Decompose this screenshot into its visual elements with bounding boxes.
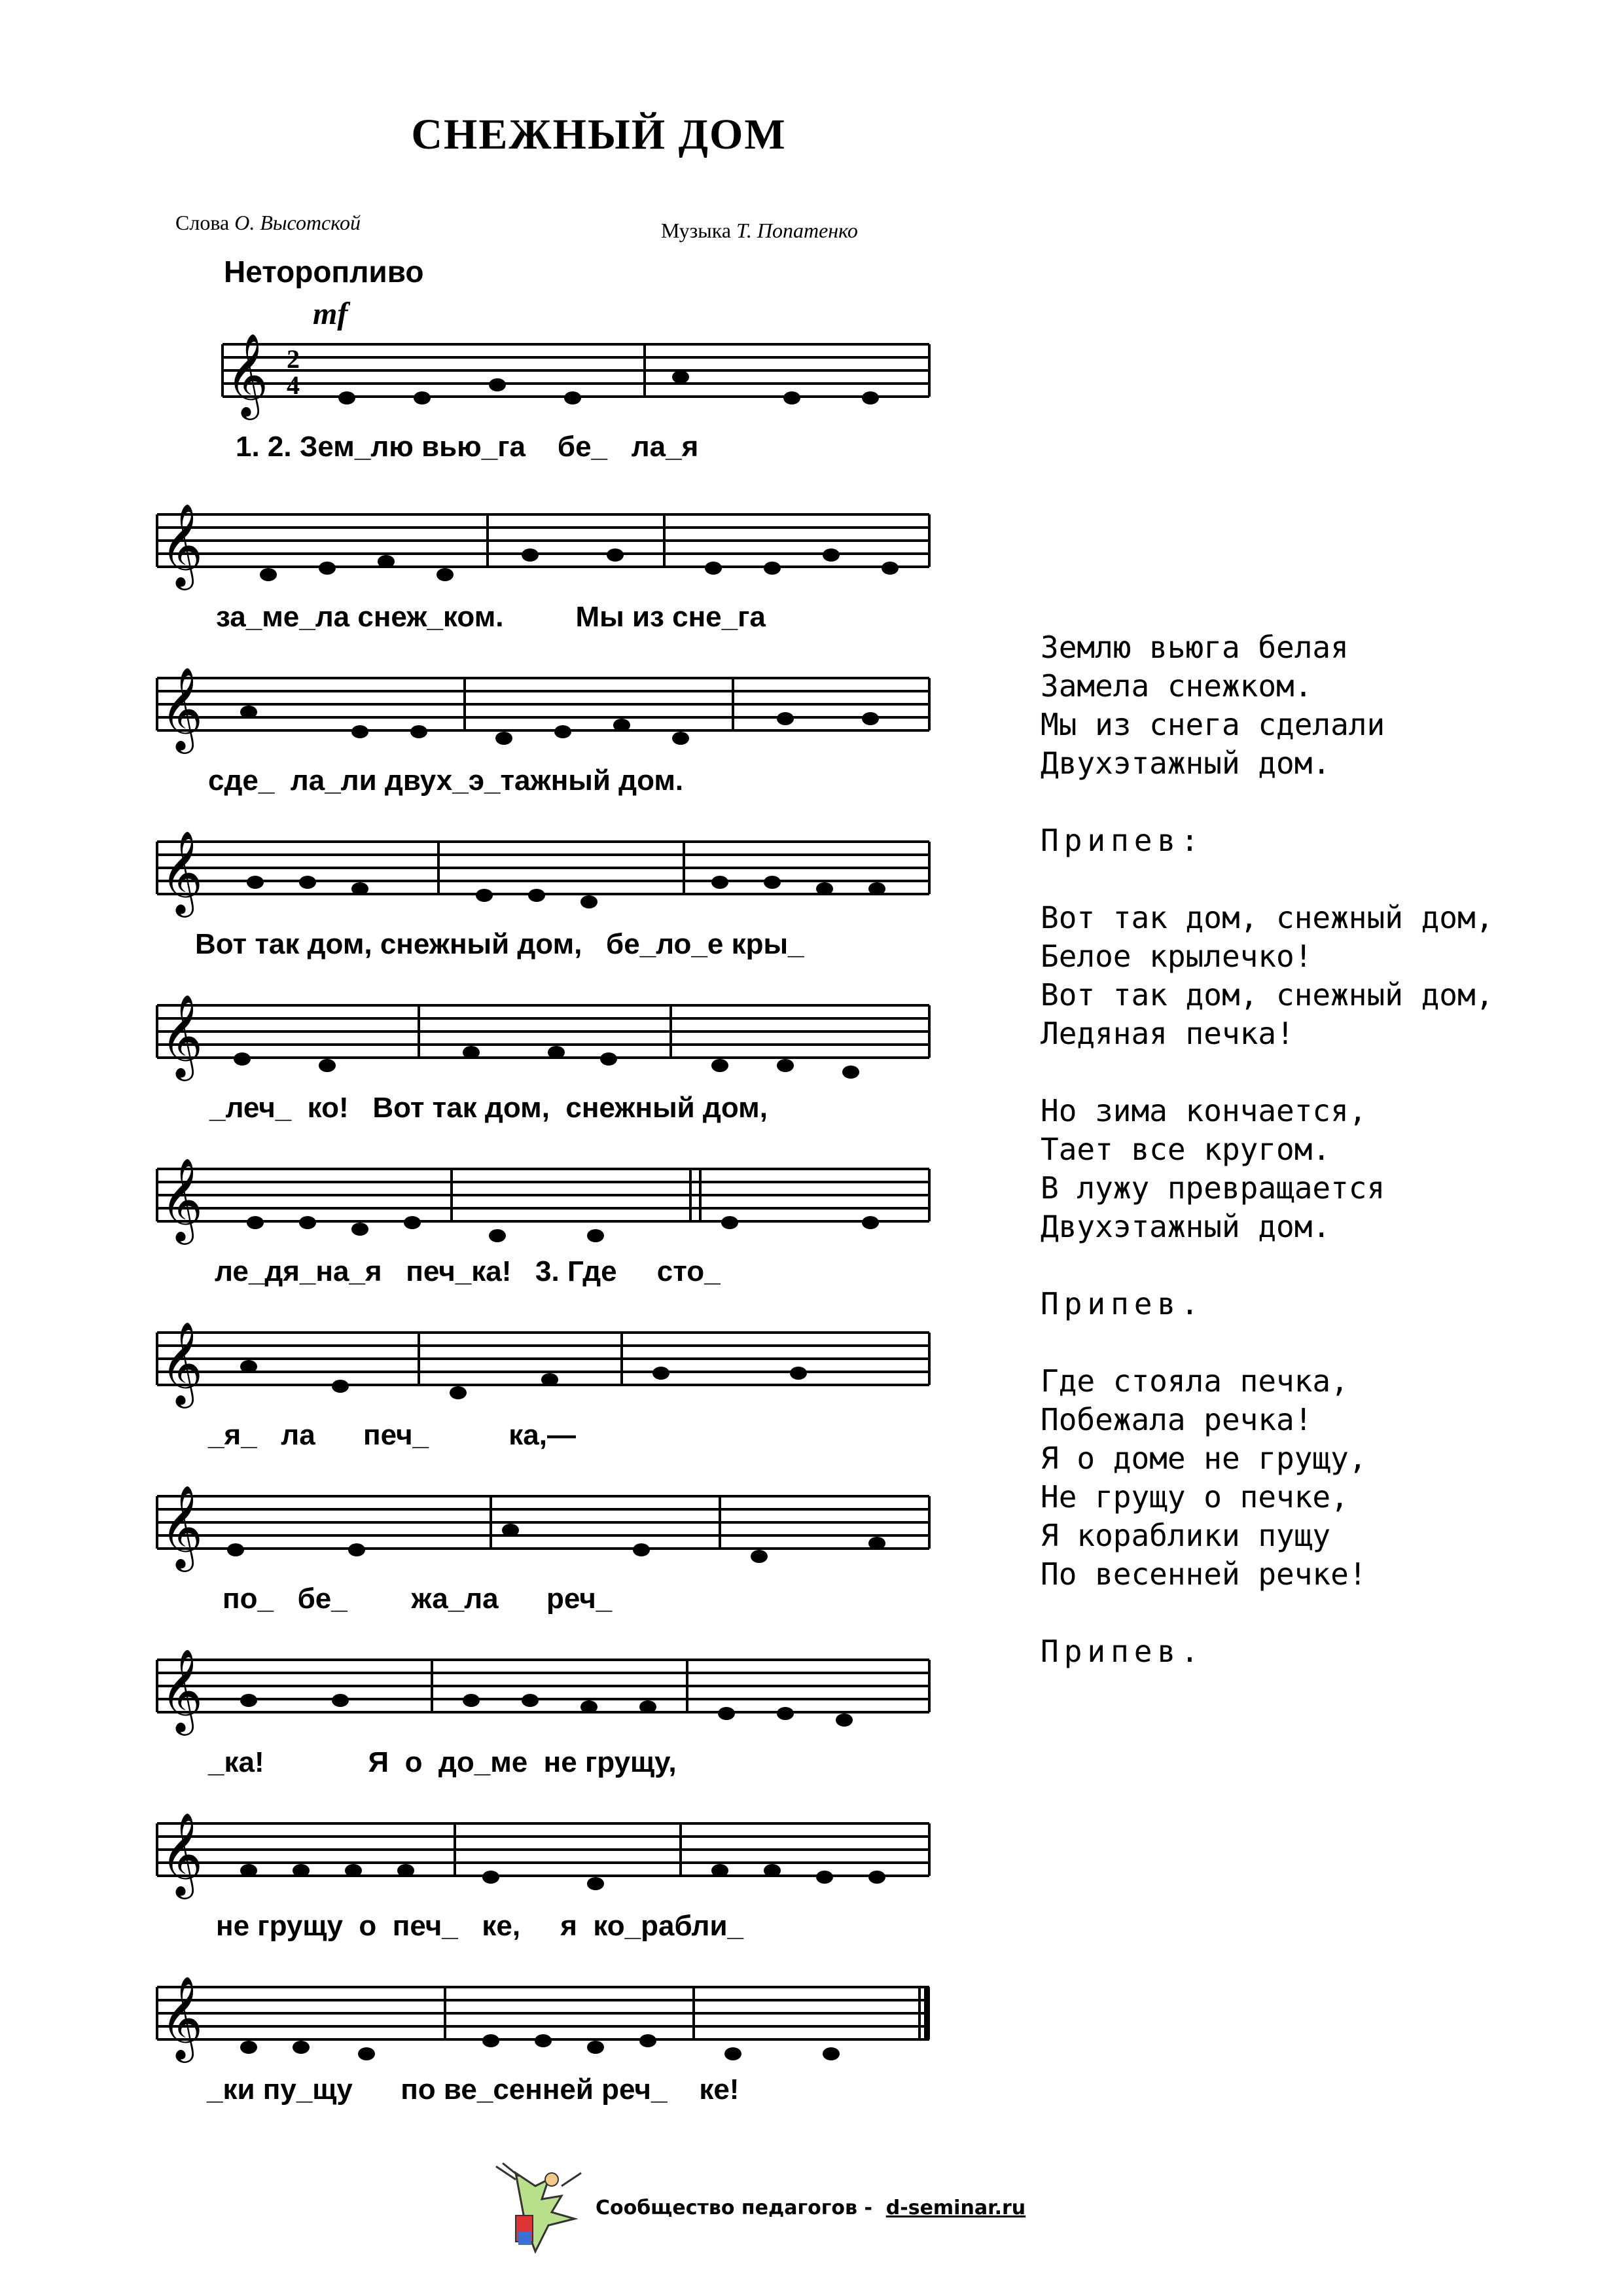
composer-prefix: Музыка bbox=[661, 219, 732, 242]
lyricist-prefix: Слова bbox=[175, 211, 230, 234]
footer-link[interactable]: d-seminar.ru bbox=[885, 2197, 1026, 2219]
verse-line: Я кораблики пущу bbox=[1041, 1518, 1331, 1553]
music-staff bbox=[144, 1977, 942, 2075]
svg-text:𝄞: 𝄞 bbox=[160, 1484, 204, 1568]
verse-line: Вот так дом, снежный дом, bbox=[1041, 977, 1494, 1013]
verse-line: По весенней речке! bbox=[1041, 1556, 1367, 1592]
svg-text:𝄞: 𝄞 bbox=[160, 503, 204, 586]
svg-text:𝄞: 𝄞 bbox=[160, 1975, 204, 2059]
time-sig-top: 2 bbox=[287, 344, 300, 374]
svg-text:𝄞: 𝄞 bbox=[160, 1157, 204, 1241]
verse-line: Тает все кругом. bbox=[1041, 1132, 1331, 1167]
lyric-line: 1. 2. Зем_лю вью_га бе_ ла_я bbox=[236, 431, 699, 463]
lyric-line: _леч_ ко! Вот так дом, снежный дом, bbox=[209, 1092, 768, 1124]
chorus-label: Припев. bbox=[1041, 1286, 1204, 1321]
footer-caption bbox=[596, 2197, 1026, 2219]
tempo-marking: Неторопливо bbox=[224, 255, 424, 289]
footer-label: Сообщество педагогов - bbox=[596, 2197, 872, 2219]
music-staff bbox=[144, 1649, 942, 1748]
svg-text:𝄞: 𝄞 bbox=[160, 1812, 204, 1895]
verse-line: Побежала речка! bbox=[1041, 1402, 1313, 1437]
verse-line: В лужу превращается bbox=[1041, 1170, 1385, 1206]
composer-credit bbox=[661, 219, 858, 243]
svg-text:𝄞: 𝄞 bbox=[226, 332, 269, 416]
lyric-line: _ки пу_щу по ве_сенней реч_ ке! bbox=[207, 2073, 740, 2106]
svg-text:𝄞: 𝄞 bbox=[160, 666, 204, 750]
lyric-line: за_ме_ла снеж_ком. Мы из сне_га bbox=[216, 601, 766, 633]
verse-stanza bbox=[1041, 628, 1603, 783]
dynamic-marking: mf bbox=[313, 296, 348, 331]
music-staff bbox=[144, 334, 942, 432]
verse-stanza bbox=[1041, 1362, 1603, 1594]
music-staff bbox=[144, 1322, 942, 1420]
music-staff bbox=[144, 1158, 942, 1257]
verses-column bbox=[1041, 628, 1603, 1710]
music-staff bbox=[144, 1486, 942, 1584]
verse-line: Белое крылечко! bbox=[1041, 939, 1313, 974]
verse-line: Но зима кончается, bbox=[1041, 1093, 1367, 1128]
verse-stanza bbox=[1041, 1092, 1603, 1246]
music-staff bbox=[144, 1813, 942, 1911]
music-staff bbox=[144, 504, 942, 602]
chorus-stanza bbox=[1041, 899, 1603, 1053]
svg-text:𝄞: 𝄞 bbox=[160, 994, 204, 1077]
lyric-line: ле_дя_на_я печ_ка! 3. Где сто_ bbox=[215, 1255, 721, 1287]
lyric-line: _я_ ла печ_ ка,— bbox=[208, 1419, 576, 1451]
verse-line: Землю вьюга белая bbox=[1041, 630, 1349, 665]
chorus-label: Припев: bbox=[1041, 823, 1204, 858]
music-staff bbox=[144, 995, 942, 1093]
verse-line: Где стояла печка, bbox=[1041, 1363, 1349, 1399]
composer-name: Т. Попатенко bbox=[736, 219, 858, 242]
verse-line: Мы из снега сделали bbox=[1041, 707, 1385, 742]
music-staff bbox=[144, 831, 942, 929]
verse-line: Не грущу о печке, bbox=[1041, 1479, 1349, 1515]
song-title: СНЕЖНЫЙ ДОМ bbox=[411, 111, 787, 158]
lyric-line: Вот так дом, снежный дом, бе_ло_е кры_ bbox=[195, 928, 804, 960]
verse-line: Двухэтажный дом. bbox=[1041, 1209, 1331, 1244]
svg-text:𝄞: 𝄞 bbox=[160, 1648, 204, 1732]
verse-line: Ледяная печка! bbox=[1041, 1016, 1294, 1051]
verse-line: Замела снежком. bbox=[1041, 668, 1313, 704]
lyric-line: _ка! Я о до_ме не грущу, bbox=[208, 1746, 677, 1778]
lyric-line: не грущу о печ_ ке, я ко_рабли_ bbox=[216, 1910, 744, 1942]
verse-line: Двухэтажный дом. bbox=[1041, 745, 1331, 781]
verse-line: Я о доме не грущу, bbox=[1041, 1441, 1367, 1476]
music-staff bbox=[144, 668, 942, 766]
svg-text:𝄞: 𝄞 bbox=[160, 830, 204, 914]
lyricist-name: О. Высотской bbox=[234, 211, 361, 234]
lyric-line: по_ бе_ жа_ла реч_ bbox=[223, 1583, 613, 1615]
lyric-line: сде_ ла_ли двух_э_тажный дом. bbox=[208, 764, 684, 797]
chorus-label: Припев. bbox=[1041, 1634, 1204, 1669]
verse-line: Вот так дом, снежный дом, bbox=[1041, 900, 1494, 935]
time-sig-bottom: 4 bbox=[287, 370, 300, 400]
community-logo-icon bbox=[490, 2160, 594, 2258]
lyricist-credit bbox=[175, 211, 361, 235]
svg-text:𝄞: 𝄞 bbox=[160, 1321, 204, 1405]
